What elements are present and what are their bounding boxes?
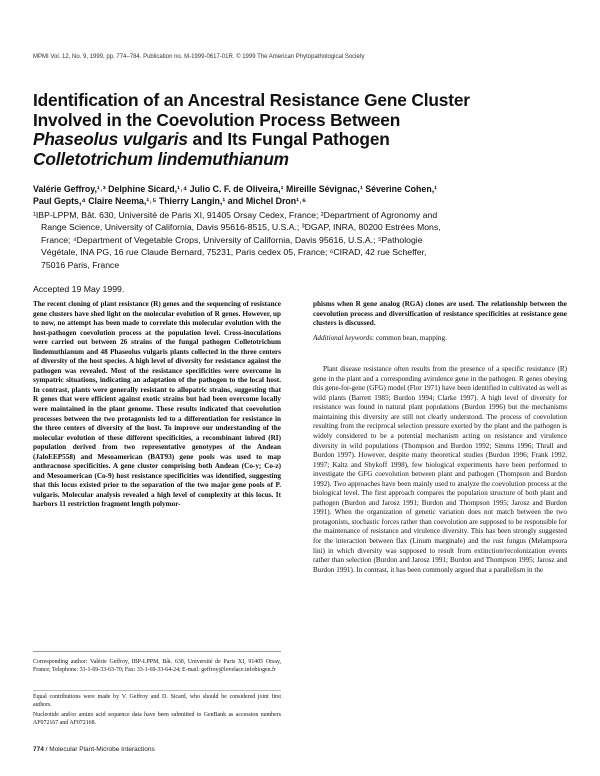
footnote-divider [33, 651, 281, 652]
author-list [33, 183, 563, 208]
accepted-date: Accepted 19 May 1999. [33, 284, 125, 294]
title-line-2: Involved in the Coevolution Process Between [33, 109, 401, 130]
author-line-1: Valérie Geffroy,¹˒³ Delphine Sicard,¹˒⁴ Julio C. F. de Oliveira,¹ Mireille Sévignac,¹ Séverine Cohen,¹ [33, 184, 438, 194]
title-line-4 [33, 150, 553, 170]
footnote-genbank: Nucleotide and/or amino acid sequence data have been submitted to GenBank as accession numbers AF072167 and AF072168. [33, 712, 281, 726]
affiliation-line-4: Végétale, INA PG, 16 rue Claude Bernard, 75231, Paris cedex 05, France; ⁶CIRAD, 42 rue Scheffer, [41, 247, 427, 258]
left-column [33, 300, 281, 510]
journal-name-footer: / Molecular Plant-Microbe Interactions [43, 746, 155, 753]
affiliation-line-1: ¹IBP-LPPM, Bât. 630, Université de Paris XI, 91405 Orsay Cedex, France; ²Department of Agronomy and [33, 210, 438, 220]
journal-header: MPMI Vol. 12, No. 9, 1999, pp. 774–784. Publication no. M-1999-0617-01R. © 1999 The American Phytopathological Society [33, 54, 365, 60]
affiliation-line-5: 75016 Paris, France [41, 259, 120, 270]
footnote-divider-2 [33, 690, 281, 691]
right-column [313, 300, 567, 575]
page-number: 774 [33, 746, 44, 753]
affiliation-line-3: France; ⁴Department of Vegetable Crops, University of California, Davis 95616, U.S.A.; ⁵Pathologie [41, 234, 423, 245]
title-line-3-rest: and Its Fungal Pathogen [187, 129, 390, 149]
abstract-continued: phisms when R gene analog (RGA) clones are used. The relationship between the coevolution process and diversification of resistance specificities at resistance gene clusters is discussed. [313, 300, 567, 328]
footnote-equal-contribution: Equal contributions were made by V. Geffroy and D. Sicard, who should be considered joint first authors. [33, 694, 281, 708]
title-line-3 [33, 130, 553, 150]
title-line-1: Identification of an Ancestral Resistance Gene Cluster [33, 90, 470, 110]
article-title [33, 91, 553, 169]
author-line-2: Paul Gepts,⁴ Claire Neema,¹˒⁵ Thierry Langin,¹ and Michel Dron¹˒⁶ [33, 196, 307, 207]
title-pathogen-species: Colletotrichum lindemuthianum [33, 148, 289, 169]
footnote-corresponding-author: Corresponding author: Valérie Geffroy, IBP-LPPM, Bât. 630, Université de Paris XI, 91405 Orsay, France; Telephone: 33-1-69-33-63-70; Fax: 33-1-69-33-64-24; E-mail: geffroy@lovelace.infobiogen.fr [33, 659, 281, 673]
page-footer [33, 746, 155, 753]
abstract-text: The recent cloning of plant resistance (R) genes and the sequencing of resistance gene clusters have shed light on the molecular evolution of R genes. However, up to now, no attempt has been made to correlate this molecular evolution with the host-pathogen coevolution process at the population level. Cross-inoculations were carried out between 26 strains of the fungal pathogen Colletotrichum lindemuthianum and 48 Phaseolus vulgaris plants collected in the three centers of diversity of the host species. A high level of diversity for resistance against the pathogen was revealed. Most of the resistance specificities were overcome in sympatric situations, indicating an adaptation of the pathogen to the local host. In contrast, plants were generally resistant to allopatric strains, suggesting that R genes that were efficient against exotic strains but had been overcome locally were maintained in the plant genome. These results indicated that coevolution processes between the two protagonists led to a differentiation for resistance in the three centers of diversity of the host. To improve our understanding of the molecular evolution of these different specificities, a recombinant inbred (RI) population derived from two representative genotypes of the Andean (JaloEEP558) and Mesoamerican (BAT93) gene pools was used to map anthracnose specificities. A gene cluster comprising both Andean (Co-y; Co-z) and Mesoamerican (Co-9) host resistance specificities was identified, suggesting that this locus existed prior to the separation of the two major gene pools of P. vulgaris. Molecular analysis revealed a high level of complexity at this locus. It harbors 11 restriction fragment length polymor- [33, 300, 281, 509]
title-host-species: Phaseolus vulgaris [33, 129, 188, 149]
introduction-paragraph: Plant disease resistance often results from the presence of a specific resistance (R) gene in the plant and a corresponding avirulence gene in the pathogen. R genes obeying this gene-for-gene (GFG) model (Flor 1971) have been identified in cultivated as well as wild plants (Barrett 1985; Burdon 1994; Clarke 1997). A high level of diversity for resistance was found in natural plant populations (Burdon 1996) but the mechanisms maintaining this diversity are still not clearly understood. The process of coevolution resulting from the reciprocal selection pressure exerted by the plant and the pathogen is widely considered to be a potential mechanism acting on resistance and virulence diversity in wild populations (Thompson and Burdon 1992; Simms 1996; Thrall and Burdon 1997). However, despite many theoretical studies (Burdon 1996; Frank 1992, 1997; Kaltz and Shykoff 1998), few biological experiments have been performed to investigate the GFG coevolution between plant and pathogen (Thompson and Burdon 1992). Two approaches have been mainly used to analyze the coevolution process at the biological level. The first approach compares the population structure of both plant and pathogen (Burdon and Jarosz 1991; Burdon and Thompson 1995; Jarosz and Burdon 1991). When the organization of genetic variation does not match between the two protagonists, stochastic forces rather than coevolution are supposed to be responsible for the maintenance of resistance and virulence diversity. This has been strongly suggested for the interaction between flax (Linum marginale) and the rust fungus (Melampsora lini) in which diversity was supposed to result from extinction/recolonization events rather than selection (Burdon and Jarosz 1991; Burdon and Thompson 1995; Jarosz and Burdon 1991). In contrast, it has been commonly argued that a parallelism in the [313, 365, 567, 574]
keywords [313, 334, 567, 344]
affiliations [33, 209, 563, 271]
keywords-text: : common bean, mapping. [372, 333, 447, 342]
affiliation-line-2: Range Science, University of California, Davis 95616-8515, U.S.A.; ³DGAP, INRA, 80200 Estrées Mons, [41, 222, 441, 233]
keywords-label: Additional keywords [313, 333, 373, 342]
